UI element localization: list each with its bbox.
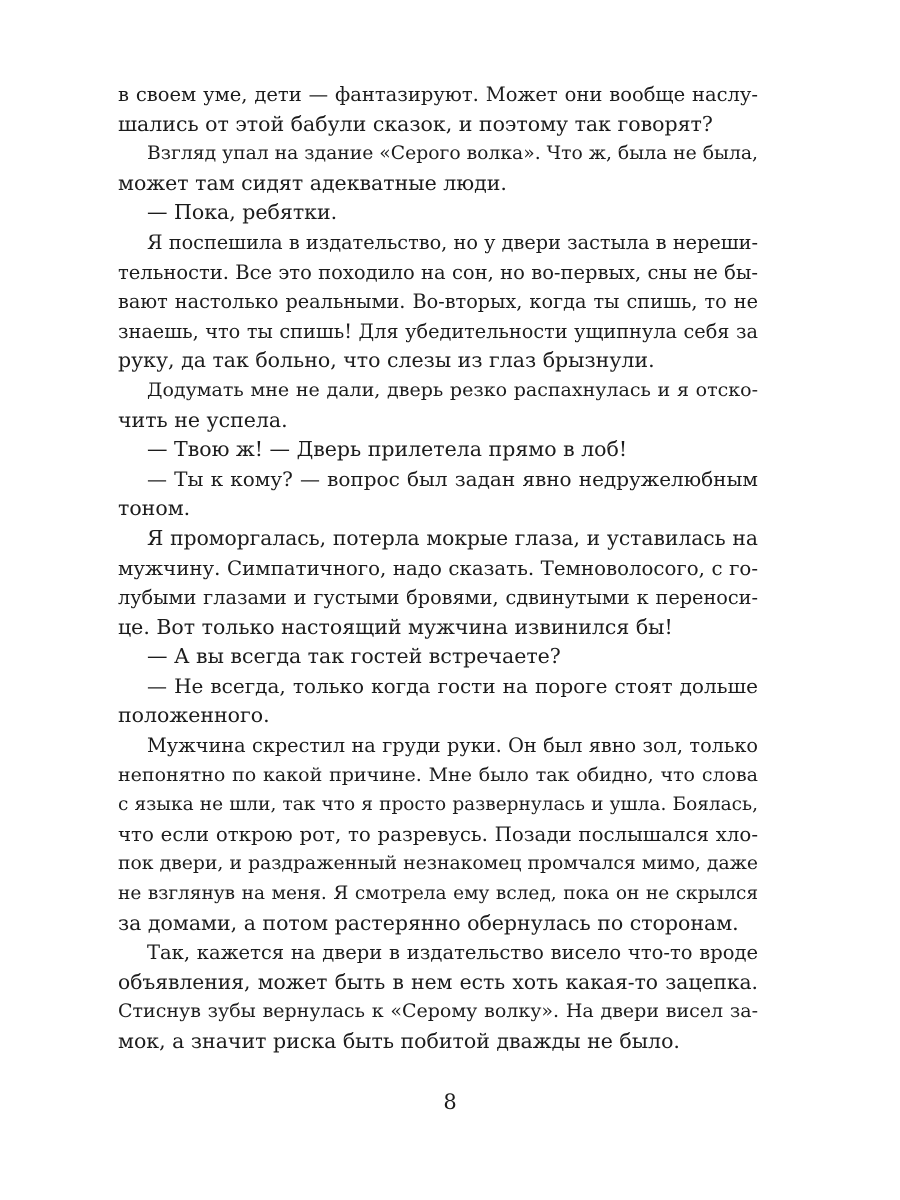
book-page-text bbox=[118, 80, 758, 1057]
text-line: — Твою ж! — Дверь прилетела прямо в лоб! bbox=[147, 437, 628, 462]
text-line: руку, да так больно, что слезы из глаз брызнули. bbox=[118, 348, 655, 373]
text-line: тоном. bbox=[118, 496, 191, 521]
text-line: мок, а значит риска быть побитой дважды не было. bbox=[118, 1029, 680, 1053]
text-line: за домами, а потом растерянно обернулась по сторонам. bbox=[118, 910, 739, 935]
text-line: что если открою рот, то разревусь. Позади послышался хло- bbox=[118, 822, 758, 846]
text-line: — Ты к кому? — вопрос был задан явно недружелюбным bbox=[147, 466, 758, 491]
text-line: в своем уме, дети — фантазируют. Может они вообще наслу- bbox=[118, 83, 758, 106]
text-line: положенного. bbox=[118, 703, 270, 728]
text-line: Мужчина скрестил на груди руки. Он был явно зол, только bbox=[147, 734, 758, 758]
text-line: объявления, может быть в нем есть хоть какая-то зацепка. bbox=[118, 969, 758, 994]
text-line: шались от этой бабули сказок, и поэтому так говорят? bbox=[118, 111, 713, 136]
text-line: с языка не шли, так что я просто развернулась и ушла. Боялась, bbox=[118, 794, 758, 816]
text-line: знаешь, что ты спишь! Для убедительности ущипнула себя за bbox=[118, 319, 758, 343]
text-line: — А вы всегда так гостей встречаете? bbox=[147, 644, 561, 669]
text-line: Я проморгалась, потерла мокрые глаза, и уставилась на bbox=[147, 525, 758, 550]
text-line: не взглянув на меня. Я смотрела ему вслед, пока он не скрылся bbox=[118, 883, 758, 905]
text-line: це. Вот только настоящий мужчина извинился бы! bbox=[118, 614, 673, 639]
text-line: Так, кажется на двери в издательство висело что-то вроде bbox=[147, 941, 758, 965]
text-line: чить не успела. bbox=[118, 407, 288, 432]
text-line: непонятно по какой причине. Мне было так обидно, что слова bbox=[118, 763, 758, 786]
text-line: мужчину. Симпатичного, надо сказать. Темноволосого, с го- bbox=[118, 556, 758, 580]
text-line: пок двери, и раздраженный незнакомец промчался мимо, даже bbox=[118, 853, 758, 875]
text-line: Я поспешила в издательство, но у двери застыла в нереши- bbox=[147, 230, 758, 254]
text-line: вают настолько реальными. Во-вторых, когда ты спишь, то не bbox=[118, 290, 758, 314]
text-line: Додумать мне не дали, дверь резко распахнулась и я отско- bbox=[147, 378, 758, 401]
text-line: тельности. Все это походило на сон, но во-первых, сны не бы- bbox=[118, 260, 758, 284]
page-number: 8 bbox=[443, 1090, 457, 1114]
text-line: Стиснув зубы вернулась к «Серому волку». На двери висел за- bbox=[118, 1000, 758, 1023]
text-line: лубыми глазами и густыми бровями, сдвинутыми к переноси- bbox=[118, 586, 758, 610]
text-line: может там сидят адекватные люди. bbox=[118, 170, 507, 195]
text-line: Взгляд упал на здание «Серого волка». Что ж, была не была, bbox=[147, 143, 758, 165]
text-line: — Не всегда, только когда гости на пороге стоят дольше bbox=[147, 673, 758, 698]
text-line: — Пока, ребятки. bbox=[147, 200, 338, 225]
